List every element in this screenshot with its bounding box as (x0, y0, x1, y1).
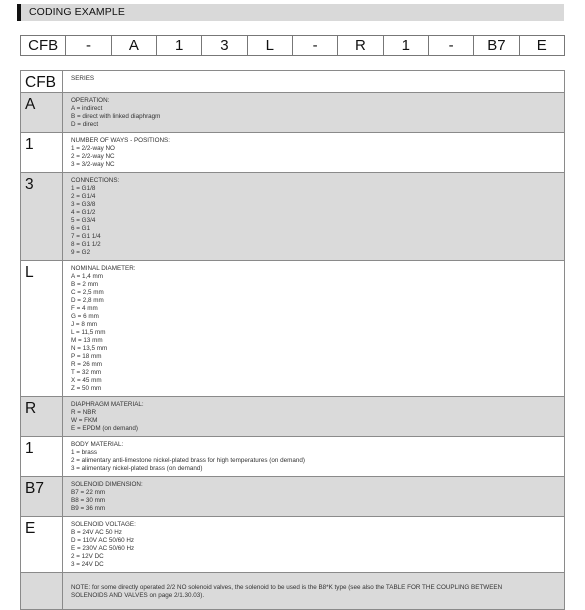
spec-option: D = direct (71, 121, 99, 128)
code-cell: E (519, 36, 564, 55)
spec-row-connections (21, 173, 565, 261)
spec-option: 3 = alimentary nickel-plated brass (on demand) (71, 465, 203, 472)
code-cell: - (428, 36, 473, 55)
spec-code: E (21, 517, 63, 573)
spec-title: OPERATION: (71, 97, 110, 104)
spec-option: 7 = G1 1/4 (71, 233, 101, 240)
section-header (17, 4, 564, 21)
code-cell: L (247, 36, 292, 55)
spec-row-operation (21, 93, 565, 133)
spec-title: NUMBER OF WAYS - POSITIONS: (71, 137, 171, 144)
spec-title: CONNECTIONS: (71, 177, 120, 184)
spec-option: B7 = 22 mm (71, 489, 106, 496)
spec-option: 1 = 2/2-way NO (71, 145, 115, 152)
spec-option: 2 = G1/4 (71, 193, 96, 200)
coding-example-row (20, 35, 565, 56)
spec-option: 1 = G1/8 (71, 185, 96, 192)
spec-option: 1 = brass (71, 449, 98, 456)
spec-option: Z = 50 mm (71, 385, 102, 392)
spec-row-solenoid-voltage (21, 517, 565, 573)
spec-option: 2 = 2/2-way NC (71, 153, 115, 160)
code-cell: R (337, 36, 382, 55)
spec-description (63, 133, 565, 173)
spec-code: 1 (21, 437, 63, 477)
code-cell: 3 (201, 36, 246, 55)
spec-option: D = 2,8 mm (71, 297, 104, 304)
spec-description (63, 71, 565, 93)
spec-option: A = 1,4 mm (71, 273, 104, 280)
spec-option: B = 2 mm (71, 281, 99, 288)
spec-title: DIAPHRAGM MATERIAL: (71, 401, 144, 408)
spec-code: R (21, 397, 63, 437)
spec-code: B7 (21, 477, 63, 517)
code-cell: CFB (28, 37, 59, 54)
spec-option: B9 = 36 mm (71, 505, 106, 512)
spec-row-diaphragm (21, 397, 565, 437)
spec-option: R = NBR (71, 409, 97, 416)
spec-option: A = indirect (71, 105, 103, 112)
spec-option: M = 13 mm (71, 337, 103, 344)
spec-option: 6 = G1 (71, 225, 91, 232)
spec-description (63, 477, 565, 517)
spec-title: NOMINAL DIAMETER: (71, 265, 136, 272)
code-cell: - (292, 36, 337, 55)
spec-option: W = FKM (71, 417, 98, 424)
spec-option: F = 4 mm (71, 305, 98, 312)
spec-option: J = 8 mm (71, 321, 98, 328)
spec-option: 3 = G3/8 (71, 201, 96, 208)
spec-table (20, 70, 565, 610)
spec-title: BODY MATERIAL: (71, 441, 124, 448)
code-cell: 1 (156, 36, 201, 55)
spec-code-empty (21, 573, 63, 610)
note-text (63, 573, 565, 610)
spec-option: G = 6 mm (71, 313, 99, 320)
spec-option: 8 = G1 1/2 (71, 241, 101, 248)
spec-description (63, 261, 565, 397)
spec-option: E = 230V AC 50/60 Hz (71, 545, 135, 552)
spec-row-series (21, 71, 565, 93)
spec-description (63, 437, 565, 477)
spec-code: 3 (21, 173, 63, 261)
spec-row-ways (21, 133, 565, 173)
spec-option: B = 24V AC 50 Hz (71, 529, 122, 536)
spec-option: T = 32 mm (71, 369, 102, 376)
section-title: CODING EXAMPLE (29, 6, 125, 18)
spec-description (63, 93, 565, 133)
spec-option: P = 18 mm (71, 353, 102, 360)
spec-option: E = EPDM (on demand) (71, 425, 139, 432)
spec-title: SOLENOID VOLTAGE: (71, 521, 136, 528)
code-cell: A (111, 36, 156, 55)
spec-option: D = 110V AC 50/60 Hz (71, 537, 135, 544)
spec-code: A (21, 93, 63, 133)
note-line: SOLENOIDS AND VALVES on page 2/1.30.03). (71, 592, 205, 599)
spec-title: SOLENOID DIMENSION: (71, 481, 143, 488)
spec-description (63, 517, 565, 573)
code-cell: B7 (473, 36, 518, 55)
spec-title: SERIES (71, 75, 95, 82)
spec-option: 9 = G2 (71, 249, 91, 256)
spec-option: X = 45 mm (71, 377, 102, 384)
spec-option: B = direct with linked diaphragm (71, 113, 161, 120)
spec-option: 3 = 24V DC (71, 561, 104, 568)
spec-code: CFB (21, 71, 63, 93)
spec-description (63, 397, 565, 437)
spec-option: C = 2,5 mm (71, 289, 104, 296)
spec-option: 3 = 3/2-way NC (71, 161, 115, 168)
spec-row-body (21, 437, 565, 477)
spec-code: 1 (21, 133, 63, 173)
spec-row-solenoid-dimension (21, 477, 565, 517)
spec-code: L (21, 261, 63, 397)
spec-row-diameter (21, 261, 565, 397)
spec-option: 5 = G3/4 (71, 217, 96, 224)
spec-option: 4 = G1/2 (71, 209, 96, 216)
spec-option: L = 11,5 mm (71, 329, 106, 336)
spec-description (63, 173, 565, 261)
note-line: NOTE: for some directly operated 2/2 NO solenoid valves, the solenoid to be used is the B8*K type (see also the TABLE FOR THE COUPLING BETWEEN (71, 584, 503, 591)
spec-option: 2 = alimentary anti-limestone nickel-plated brass for high temperatures (on demand) (71, 457, 305, 464)
spec-option: N = 13,5 mm (71, 345, 108, 352)
code-cell: 1 (383, 36, 428, 55)
spec-row-note (21, 573, 565, 610)
spec-option: R = 26 mm (71, 361, 102, 368)
code-cell: - (65, 36, 110, 55)
spec-option: 2 = 12V DC (71, 553, 104, 560)
spec-option: B8 = 30 mm (71, 497, 106, 504)
